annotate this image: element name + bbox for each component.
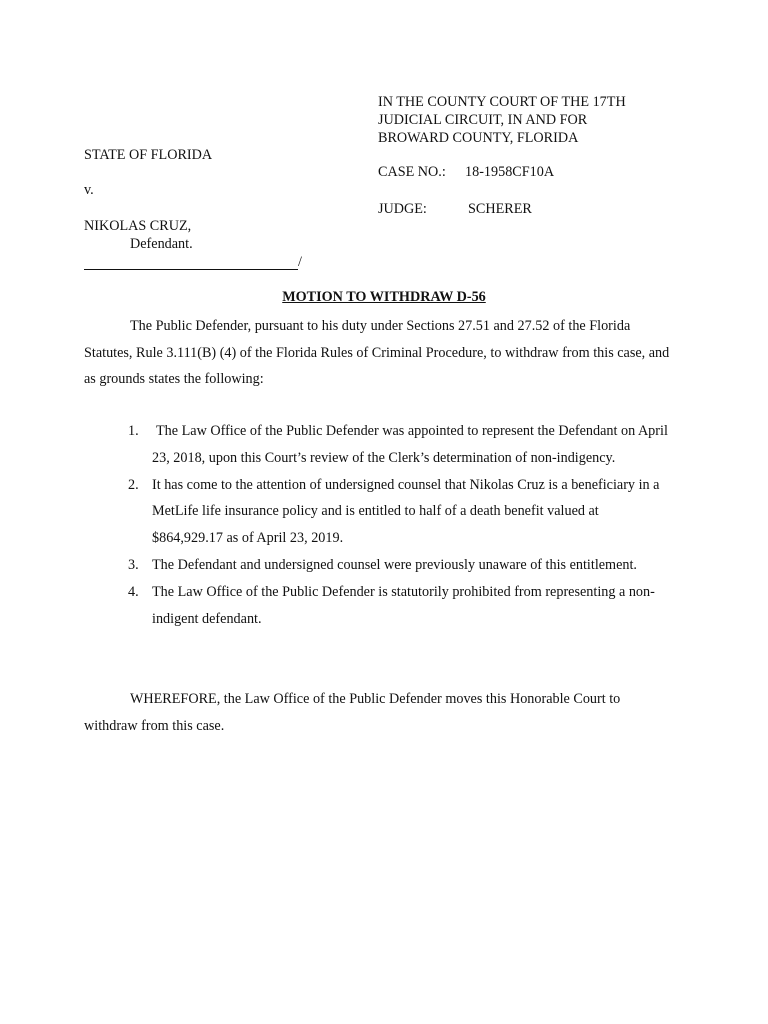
grounds-list [84, 418, 684, 632]
defendant-role: Defendant. [130, 236, 193, 252]
plaintiff-name: STATE OF FLORIDA [84, 147, 213, 163]
intro-paragraph: The Public Defender, pursuant to his duty under Sections 27.51 and 27.52 of the Florida Statutes, Rule 3.111(B) (4) of the Florida Rules of Criminal Procedure, to withdraw from this case, and as grounds states the following: [84, 318, 670, 387]
list-item-number: 3. [128, 556, 139, 573]
list-item-text: The Defendant and undersigned counsel were previously unaware of this entitlement. [152, 556, 637, 573]
versus-label: v. [84, 182, 94, 198]
list-item [84, 472, 684, 552]
judge-label: JUDGE: [378, 201, 427, 217]
list-item-text: It has come to the attention of undersigned counsel that Nikolas Cruz is a beneficiary in a MetLife life insurance policy and is entitled to half of a death benefit valued at $864,929.17 as of April 23, 2019. [152, 476, 660, 547]
list-item-number: 2. [128, 476, 139, 493]
list-item-text: The Law Office of the Public Defender is statutorily prohibited from representing a non-indigent defendant. [152, 583, 655, 627]
caption-slash: / [298, 254, 302, 270]
case-number-value: 18-1958CF10A [465, 164, 555, 180]
caption-underline [84, 269, 298, 270]
court-heading [378, 93, 626, 147]
court-line-3: BROWARD COUNTY, FLORIDA [378, 130, 579, 146]
court-line-2: JUDICIAL CIRCUIT, IN AND FOR [378, 112, 588, 128]
list-item [84, 552, 684, 579]
list-item-text: The Law Office of the Public Defender was appointed to represent the Defendant on April 23, 2018, upon this Court’s review of the Clerk’s determination of non-indigency. [152, 423, 668, 466]
court-line-1: IN THE COUNTY COURT OF THE 17TH [378, 94, 626, 110]
wherefore-paragraph: WHEREFORE, the Law Office of the Public Defender moves this Honorable Court to withdraw from this case. [84, 691, 621, 734]
case-number-label: CASE NO.: [378, 164, 446, 180]
judge-value: SCHERER [468, 201, 532, 217]
list-item [84, 418, 684, 472]
list-item [84, 579, 684, 633]
list-item-number: 4. [128, 583, 139, 600]
defendant-name: NIKOLAS CRUZ, [84, 218, 192, 234]
motion-title: MOTION TO WITHDRAW D-56 [282, 289, 486, 305]
list-item-number: 1. [128, 423, 139, 439]
